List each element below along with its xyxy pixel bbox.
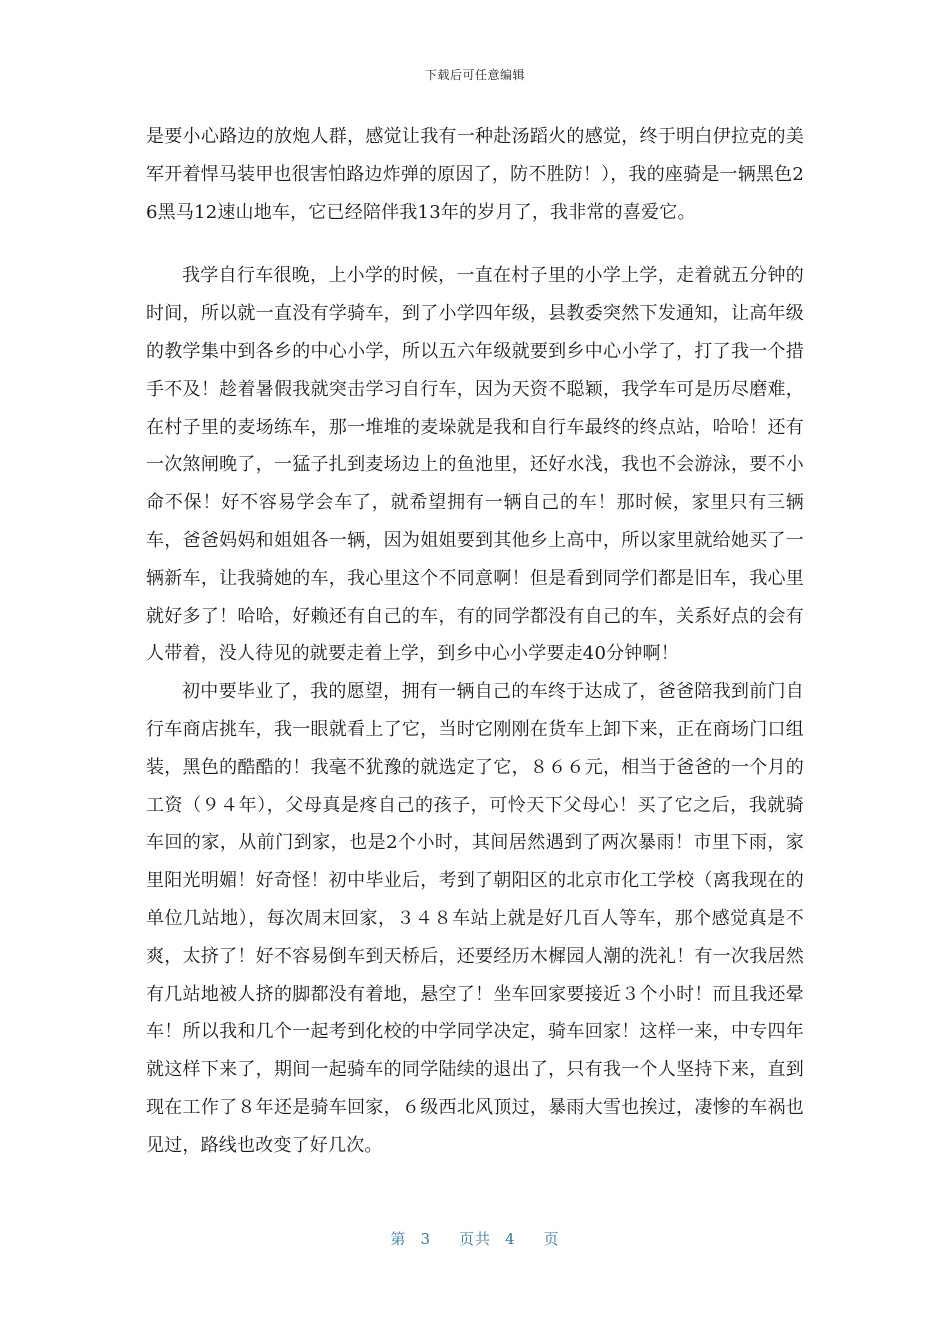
document-body (146, 118, 804, 1165)
page-footer (0, 1228, 950, 1249)
footer-prefix: 第 (390, 1230, 407, 1248)
paragraph-gap (146, 231, 804, 257)
paragraph-learning-bicycle: 我学自行车很晚，上小学的时候，一直在村子里的小学上学，走着就五分钟的时间，所以就一直没有学骑车，到了小学四年级，县教委突然下发通知，让高年级的教学集中到各乡的中心小学，所以五六年级就要到乡中心小学了，打了我一个措手不及！趁着暑假我就突击学习自行车，因为天资不聪颖，我学车可是历尽磨难，在村子里的麦场练车，那一堆堆的麦垛就是我和自行车最终的终点站，哈哈！还有一次煞闸晚了，一猛子扎到麦场边上的鱼池里，还好水浅，我也不会游泳，要不小命不保！好不容易学会车了，就希望拥有一辆自己的车！那时候，家里只有三辆车，爸爸妈妈和姐姐各一辆，因为姐姐要到其他乡上高中，所以家里就给她买了一辆新车，让我骑她的车，我心里这个不同意啊！但是看到同学们都是旧车，我心里就好多了！哈哈，好赖还有自己的车，有的同学都没有自己的车，关系好点的会有人带着，没人待见的就要走着上学，到乡中心小学要走40分钟啊！ (146, 265, 804, 665)
footer-current-page: 3 (420, 1230, 431, 1248)
footer-total-pages: 4 (505, 1230, 516, 1248)
paragraph-continued: 是要小心路边的放炮人群，感觉让我有一种赴汤蹈火的感觉，终于明白伊拉克的美军开着悍马装甲也很害怕路边炸弹的原因了，防不胜防！），我的座骑是一辆黑色26黑马12速山地车，它已经陪伴我13年的岁月了，我非常的喜爱它。 (146, 126, 804, 223)
paragraph-first-bicycle: 初中要毕业了，我的愿望，拥有一辆自己的车终于达成了，爸爸陪我到前门自行车商店挑车，我一眼就看上了它，当时它刚刚在货车上卸下来，正在商场门口组装，黑色的酷酷的！我毫不犹豫的就选定了它，８６６元，相当于爸爸的一个月的工资（９４年），父母真是疼自己的孩子，可怜天下父母心！买了它之后，我就骑车回的家，从前门到家，也是2个小时，其间居然遇到了两次暴雨！市里下雨，家里阳光明媚！好奇怪！初中毕业后，考到了朝阳区的北京市化工学校（离我现在的单位几站地），每次周末回家，３４８车站上就是好几百人等车，那个感觉真是不爽，太挤了！好不容易倒车到天桥后，还要经历木樨园人潮的洗礼！有一次我居然有几站地被人挤的脚都没有着地，悬空了！坐车回家要接近３个小时！而且我还晕车！所以我和几个一起考到化校的中学同学决定，骑车回家！这样一来，中专四年就这样下来了，期间一起骑车的同学陆续的退出了，只有我一个人坚持下来，直到现在工作了８年还是骑车回家，６级西北风顶过，暴雨大雪也挨过，凄惨的车祸也见过，路线也改变了好几次。 (146, 681, 804, 1156)
footer-suffix: 页 (543, 1230, 560, 1248)
page-header: 下载后可任意编辑 (424, 68, 525, 82)
footer-middle: 页共 (458, 1230, 491, 1248)
